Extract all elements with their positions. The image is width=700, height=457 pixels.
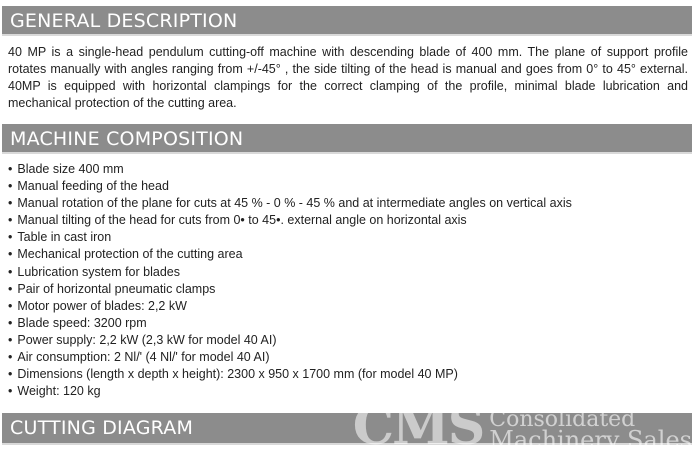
list-item: • Weight: 120 kg [8, 383, 688, 400]
list-item: • Dimensions (length x depth x height): 2300 x 950 x 1700 mm (for model 40 MP) [8, 366, 688, 383]
list-item: • Motor power of blades: 2,2 kW [8, 298, 688, 315]
list-item: • Mechanical protection of the cutting area [8, 246, 688, 263]
list-item: • Power supply: 2,2 kW (2,3 kW for model 40 AI) [8, 332, 688, 349]
section-header-general-description [2, 6, 692, 36]
list-item: • Blade speed: 3200 rpm [8, 315, 688, 332]
section-title: GENERAL DESCRIPTION [10, 10, 238, 32]
list-item: • Manual feeding of the head [8, 178, 688, 195]
watermark-line-2: Machinery Sales [489, 426, 692, 454]
list-item: • Table in cast iron [8, 229, 688, 246]
general-description-text: 40 MP is a single-head pendulum cutting-off machine with descending blade of 400 mm. The plane of support profile rotates manually with angles ranging from +/-45° , the side tilting of the head is manual and goes from 0° to 45° external. 40MP is equipped with horizontal clampings for the correct clamping of the profile, minimal blade lubrication and mechanical protection of the cutting area. [8, 45, 688, 110]
list-item: • Pair of horizontal pneumatic clamps [8, 281, 688, 298]
list-item: • Air consumption: 2 Nl/' (4 Nl/' for model 40 AI) [8, 349, 688, 366]
section-header-machine-composition [2, 124, 692, 154]
watermark-line-1: Consolidated [489, 407, 636, 432]
list-item: • Lubrication system for blades [8, 264, 688, 281]
list-item: • Blade size 400 mm [8, 161, 688, 178]
section-title: CUTTING DIAGRAM [10, 417, 194, 439]
watermark-logo: CMS [352, 396, 484, 457]
section-title: MACHINE COMPOSITION [10, 128, 244, 150]
section-header-cutting-diagram [2, 413, 692, 445]
list-item: • Manual tilting of the head for cuts from 0• to 45•. external angle on horizontal axis [8, 212, 688, 229]
list-item: • Manual rotation of the plane for cuts at 45 % - 0 % - 45 % and at intermediate angles on vertical axis [8, 195, 688, 212]
machine-composition-list [8, 161, 688, 400]
